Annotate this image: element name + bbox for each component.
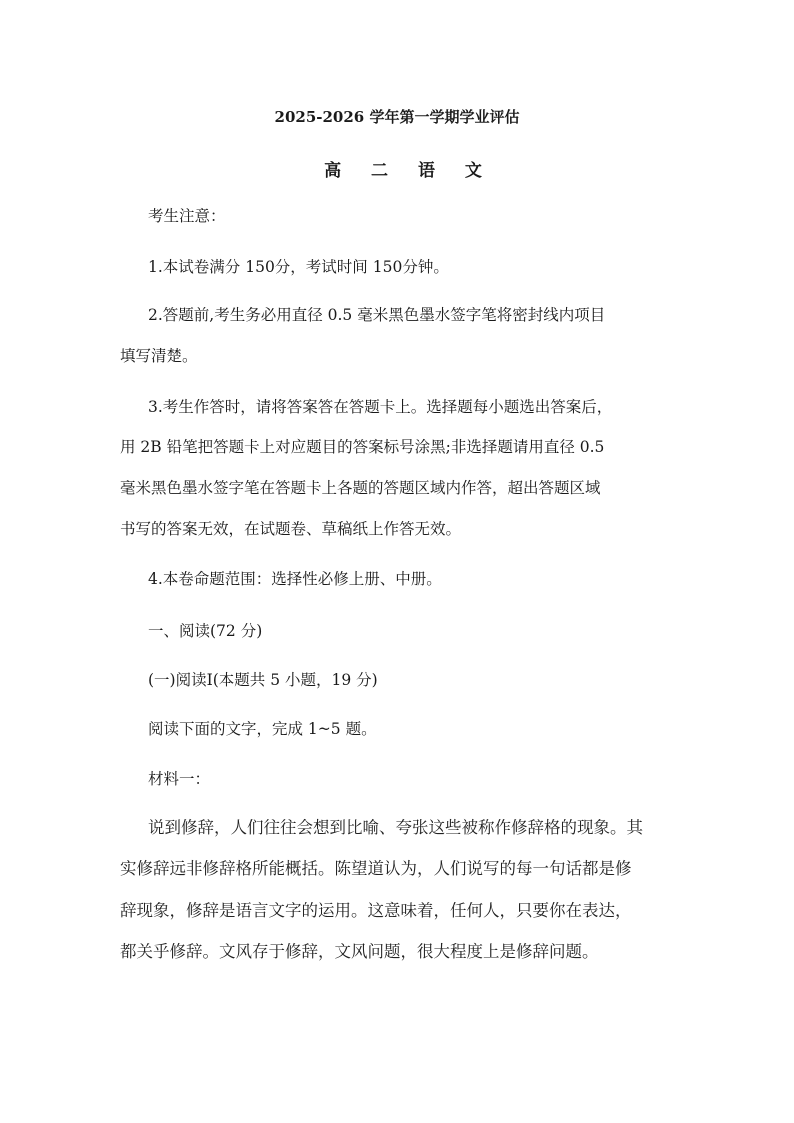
material-paragraph-line-1: 说到修辞，人们往往会想到比喻、夸张这些被称作修辞格的现象。其 xyxy=(148,818,643,837)
reading-instruction: 阅读下面的文字，完成 1~5 题。 xyxy=(148,720,377,738)
exam-title: 2025-2026 学年第一学期学业评估 xyxy=(274,108,520,126)
notice-item-3-line-4: 书写的答案无效，在试题卷、草稿纸上作答无效。 xyxy=(120,520,462,538)
material-label: 材料一： xyxy=(148,770,211,788)
notice-item-1: 1.本试卷满分 150分，考试时间 150分钟。 xyxy=(148,258,449,276)
notice-item-3-line-3: 毫米黑色墨水签字笔在答题卡上各题的答题区域内作答，超出答题区域 xyxy=(120,479,601,497)
subject-title: 高 二 语 文 xyxy=(324,161,494,181)
notice-item-2-line-2: 填写清楚。 xyxy=(120,347,198,365)
notice-heading: 考生注意： xyxy=(148,207,226,225)
subsection-heading: (一)阅读Ⅰ(本题共 5 小题，19 分) xyxy=(148,671,378,689)
notice-item-2-line-1: 2.答题前,考生务必用直径 0.5 毫米黑色墨水签字笔将密封线内项目 xyxy=(148,306,606,324)
section-heading: 一、阅读(72 分) xyxy=(148,622,263,640)
material-paragraph-line-4: 都关乎修辞。文风存于修辞，文风问题，很大程度上是修辞问题。 xyxy=(120,942,599,961)
notice-item-4: 4.本卷命题范围：选择性必修上册、中册。 xyxy=(148,570,442,588)
notice-item-3-line-2: 用 2B 铅笔把答题卡上对应题目的答案标号涂黑;非选择题请用直径 0.5 xyxy=(120,438,605,456)
notice-item-3-line-1: 3.考生作答时，请将答案答在答题卡上。选择题每小题选出答案后， xyxy=(148,398,613,416)
material-paragraph-line-2: 实修辞远非修辞格所能概括。陈望道认为，人们说写的每一句话都是修 xyxy=(120,859,632,878)
material-paragraph-line-3: 辞现象，修辞是语言文字的运用。这意味着，任何人，只要你在表达， xyxy=(120,901,632,920)
